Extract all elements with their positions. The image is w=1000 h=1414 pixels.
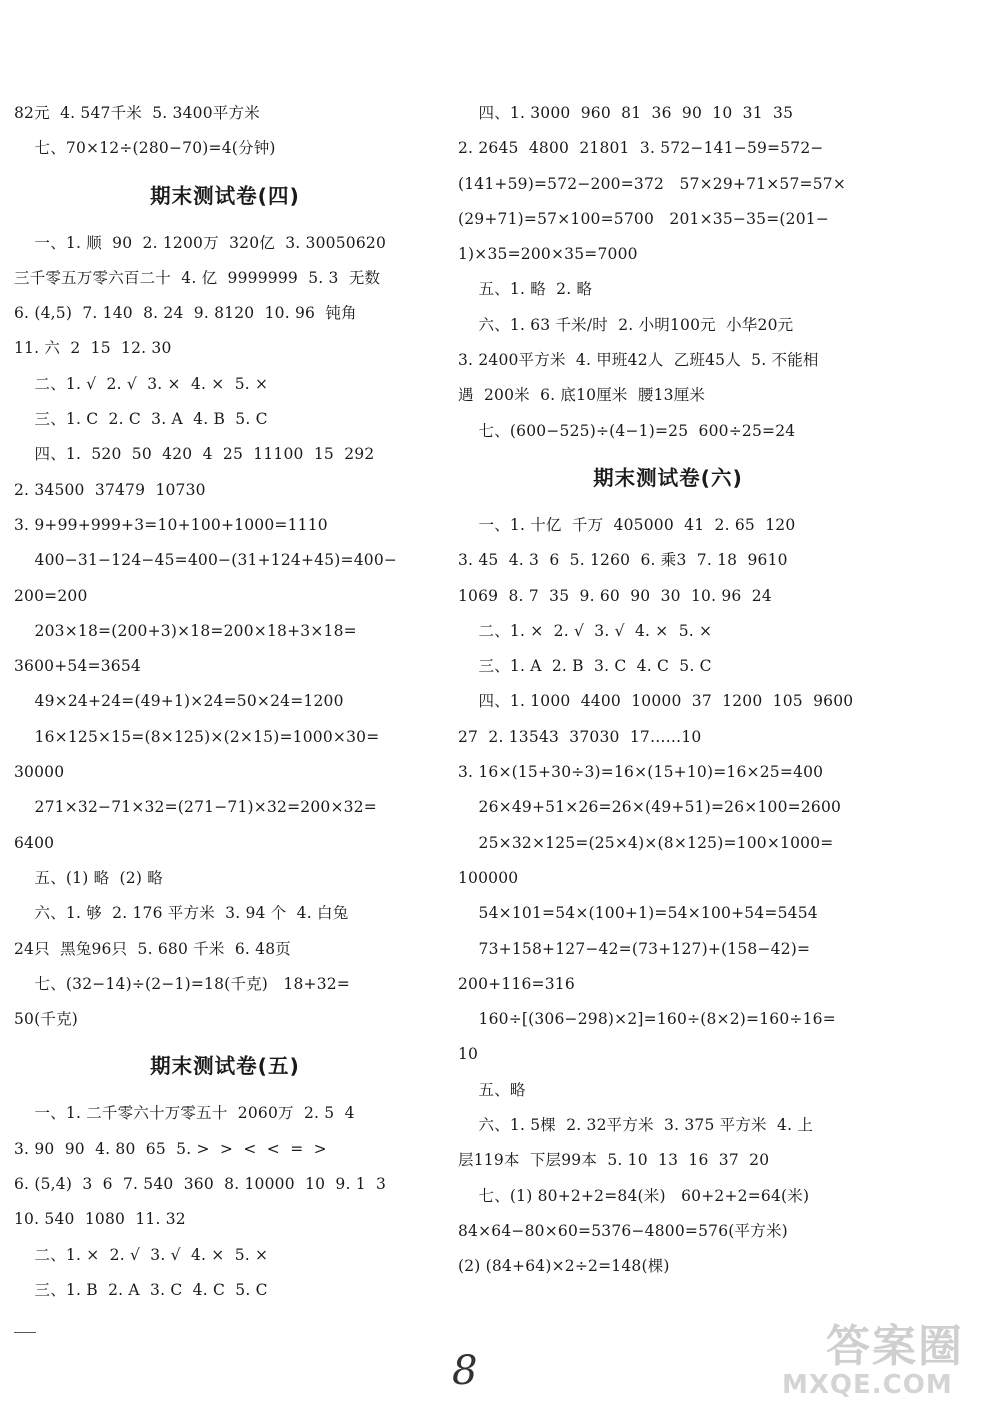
answer-line: 84×64−80×60=5376−4800=576(平方米): [458, 1221, 788, 1240]
answer-line: 400−31−124−45=400−(31+124+45)=400−: [14, 551, 398, 570]
answer-line: 五、略: [458, 1080, 526, 1099]
answer-line: 100000: [458, 868, 519, 887]
answer-line: (29+71)=57×100=5700 201×35−35=(201−: [458, 209, 830, 228]
answer-line: 26×49+51×26=26×(49+51)=26×100=2600: [458, 798, 842, 817]
answer-line: 一、1. 顺 90 2. 1200万 320亿 3. 30050620: [14, 233, 387, 252]
answer-line: 3600+54=3654: [14, 657, 141, 676]
answer-line: 七、(32−14)÷(2−1)=18(千克) 18+32=: [14, 974, 351, 993]
answer-line: 四、1. 3000 960 81 36 90 10 31 35: [458, 104, 794, 122]
answer-line: 50(千克): [14, 1010, 79, 1029]
answer-line: 七、(600−525)÷(4−1)=25 600÷25=24: [458, 421, 796, 440]
answer-line: 24只 黑兔96只 5. 680 千米 6. 48页: [14, 939, 291, 958]
answer-line: 五、(1) 略 (2) 略: [14, 868, 163, 887]
right-column: [458, 96, 878, 1285]
answer-line: 3. 16×(15+30÷3)=16×(15+10)=16×25=400: [458, 763, 824, 782]
answer-line: 11. 六 2 15 12. 30: [14, 339, 172, 358]
answer-line: 二、1. × 2. √ 3. √ 4. × 5. ×: [14, 1245, 269, 1264]
left-column: [14, 96, 436, 1308]
answer-line: 五、1. 略 2. 略: [458, 280, 593, 299]
answer-line: 四、1. 520 50 420 4 25 11100 15 292: [14, 445, 375, 464]
answer-line: 10. 540 1080 11. 32: [14, 1210, 186, 1229]
answer-line: 200+116=316: [458, 974, 575, 993]
answer-line: 73+158+127−42=(73+127)+(158−42)=: [458, 939, 811, 958]
section-heading: 期末测试卷(六): [593, 465, 743, 490]
answer-line: 54×101=54×(100+1)=54×100+54=5454: [458, 904, 818, 923]
answer-line: 6. (4,5) 7. 140 8. 24 9. 8120 10. 96 钝角: [14, 304, 357, 323]
section-heading: 期末测试卷(四): [150, 183, 300, 208]
answer-line: 六、1. 够 2. 176 平方米 3. 94 个 4. 白兔: [14, 904, 349, 923]
answer-line: 160÷[(306−298)×2]=160÷(8×2)=160÷16=: [458, 1010, 836, 1029]
answer-line: 30000: [14, 763, 65, 782]
answer-line: 2. 2645 4800 21801 3. 572−141−59=572−: [458, 139, 824, 158]
answer-line: 1)×35=200×35=7000: [458, 245, 638, 264]
answer-line: 3. 9+99+999+3=10+100+1000=1110: [14, 515, 328, 534]
answer-line: 49×24+24=(49+1)×24=50×24=1200: [14, 692, 344, 711]
answer-line: 三、1. C 2. C 3. A 4. B 5. C: [14, 410, 268, 429]
answer-line: (141+59)=572−200=372 57×29+71×57=57×: [458, 174, 847, 193]
answer-line: 16×125×15=(8×125)×(2×15)=1000×30=: [14, 727, 380, 746]
answer-line: 25×32×125=(25×4)×(8×125)=100×1000=: [458, 833, 834, 852]
answer-line: 二、1. √ 2. √ 3. × 4. × 5. ×: [14, 374, 269, 393]
footnote-rule: [14, 1332, 36, 1333]
answer-line: 三、1. A 2. B 3. C 4. C 5. C: [458, 657, 712, 676]
answer-line: 10: [458, 1045, 479, 1064]
answer-line: 遇 200米 6. 底10厘米 腰13厘米: [458, 386, 706, 405]
answer-line: 6. (5,4) 3 6 7. 540 360 8. 10000 10 9. 1 3: [14, 1175, 387, 1194]
answer-line: 二、1. × 2. √ 3. √ 4. × 5. ×: [458, 621, 713, 640]
answer-line: 层119本 下层99本 5. 10 13 16 37 20: [458, 1151, 770, 1170]
answer-line: 271×32−71×32=(271−71)×32=200×32=: [14, 798, 377, 817]
watermark-url: MXQE.COM: [782, 1370, 953, 1400]
page-number: 8: [452, 1348, 478, 1394]
watermark-mark: 答案圈: [826, 1321, 964, 1372]
answer-line: 3. 90 90 4. 80 65 5. > > < < = >: [14, 1139, 327, 1158]
answer-line: 27 2. 13543 37030 17……10: [458, 727, 702, 746]
answer-line: 一、1. 十亿 千万 405000 41 2. 65 120: [458, 515, 796, 534]
answer-line: 6400: [14, 833, 55, 852]
answer-line: 三千零五万零六百二十 4. 亿 9999999 5. 3 无数: [14, 268, 381, 287]
answer-line: (2) (84+64)×2÷2=148(棵): [458, 1257, 670, 1276]
answer-line: 3. 2400平方米 4. 甲班42人 乙班45人 5. 不能相: [458, 351, 819, 370]
watermark-logo: [780, 1310, 994, 1410]
answer-line: 3. 45 4. 3 6 5. 1260 6. 乘3 7. 18 9610: [458, 551, 788, 570]
answer-line: 200=200: [14, 586, 88, 605]
answer-line: 一、1. 二千零六十万零五十 2060万 2. 5 4: [14, 1104, 355, 1123]
answer-line: 82元 4. 547千米 5. 3400平方米: [14, 104, 260, 122]
answer-line: 203×18=(200+3)×18=200×18+3×18=: [14, 621, 357, 640]
answer-line: 2. 34500 37479 10730: [14, 480, 206, 499]
answer-line: 六、1. 5棵 2. 32平方米 3. 375 平方米 4. 上: [458, 1116, 814, 1135]
answer-line: 三、1. B 2. A 3. C 4. C 5. C: [14, 1280, 268, 1299]
answer-line: 七、(1) 80+2+2=84(米) 60+2+2=64(米): [458, 1186, 810, 1205]
answer-line: 六、1. 63 千米/时 2. 小明100元 小华20元: [458, 315, 794, 334]
answer-line: 四、1. 1000 4400 10000 37 1200 105 9600: [458, 692, 854, 711]
answer-line: 1069 8. 7 35 9. 60 90 30 10. 96 24: [458, 586, 772, 605]
section-heading: 期末测试卷(五): [150, 1054, 300, 1079]
answer-line: 七、70×12÷(280−70)=4(分钟): [14, 139, 276, 158]
